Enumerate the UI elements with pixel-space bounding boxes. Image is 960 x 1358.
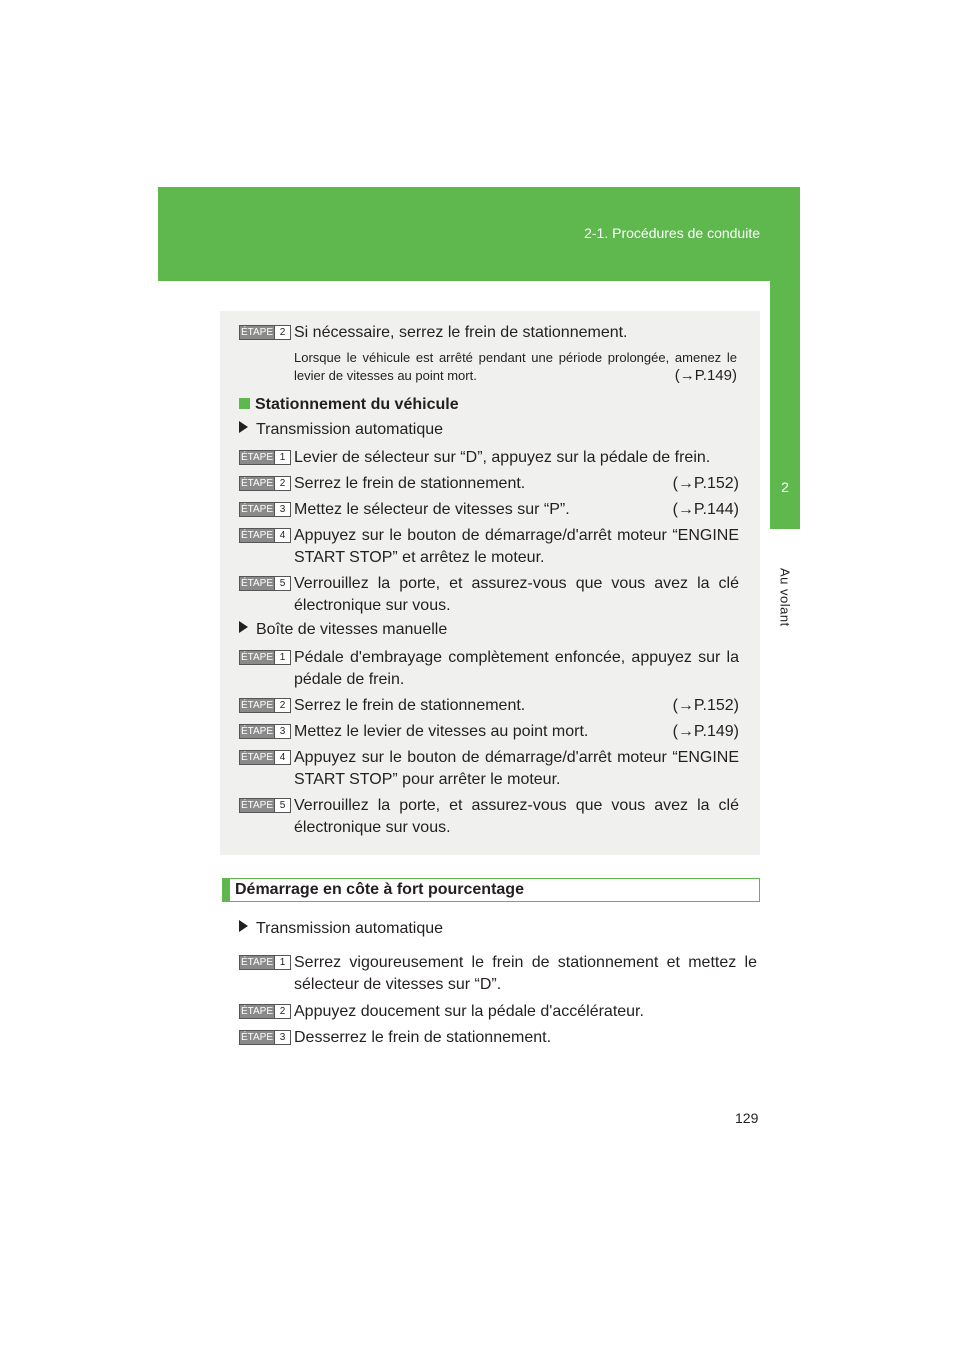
step-badge: ÉTAPE 3 bbox=[239, 502, 291, 517]
step-badge: ÉTAPE 4 bbox=[239, 528, 291, 543]
step-item bbox=[239, 1001, 757, 1023]
step-text: Appuyez doucement sur la pédale d'accélérateur. bbox=[294, 1003, 644, 1020]
step-text: Si nécessaire, serrez le frein de stationnement. bbox=[294, 324, 628, 341]
step-badge: ÉTAPE 1 bbox=[239, 650, 291, 665]
step-badge: ÉTAPE 3 bbox=[239, 1030, 291, 1045]
step-text: (→P.152) Serrez le frein de stationnement. bbox=[294, 695, 739, 717]
step-text: Levier de sélecteur sur “D”, appuyez sur la pédale de frein. bbox=[294, 449, 711, 466]
step-item bbox=[239, 573, 739, 617]
step-badge: ÉTAPE 4 bbox=[239, 750, 291, 765]
step-text: (→P.149) Mettez le levier de vitesses au point mort. bbox=[294, 721, 739, 743]
step-badge: ÉTAPE 2 bbox=[239, 1004, 291, 1019]
page-reference: (→P.149) bbox=[674, 367, 737, 384]
triangle-arrow-icon bbox=[239, 421, 248, 433]
triangle-arrow-icon bbox=[239, 621, 248, 633]
step-badge: ÉTAPE 1 bbox=[239, 955, 291, 970]
page-reference: (→P.144) bbox=[672, 501, 739, 518]
step-item bbox=[239, 499, 739, 521]
page-reference: (→P.152) bbox=[672, 697, 739, 714]
chapter-number: 2 bbox=[781, 479, 789, 495]
step-item bbox=[239, 322, 739, 344]
chapter-header bbox=[158, 187, 800, 281]
square-bullet-icon bbox=[239, 398, 250, 409]
page-reference: (→P.152) bbox=[672, 475, 739, 492]
hill-start-heading: Démarrage en côte à fort pourcentage bbox=[222, 878, 760, 902]
chapter-title: 2-1. Procédures de conduite bbox=[584, 225, 760, 241]
chapter-tab bbox=[770, 187, 800, 529]
step-item bbox=[239, 695, 739, 717]
step-badge: ÉTAPE 3 bbox=[239, 724, 291, 739]
step-item bbox=[239, 747, 739, 791]
step-badge: ÉTAPE 5 bbox=[239, 798, 291, 813]
sub-heading-hill-automatic: Transmission automatique bbox=[239, 920, 443, 938]
step-item bbox=[239, 952, 757, 996]
step-badge: ÉTAPE 5 bbox=[239, 576, 291, 591]
step-item bbox=[239, 473, 739, 495]
chapter-label: Au volant bbox=[777, 568, 793, 627]
note-text: Lorsque le véhicule est arrêté pendant une période prolongée, amenez le levier de vitesses au point mort. (→P.149) bbox=[294, 350, 737, 384]
triangle-arrow-icon bbox=[239, 920, 248, 932]
step-item bbox=[239, 447, 739, 469]
step-badge: ÉTAPE 2 bbox=[239, 698, 291, 713]
page-reference: (→P.149) bbox=[672, 723, 739, 740]
step-text: Serrez vigoureusement le frein de stationnement et mettez le sélecteur de vitesses sur “D”. bbox=[294, 954, 757, 993]
step-item bbox=[239, 525, 739, 569]
sub-heading-automatic: Transmission automatique bbox=[239, 421, 443, 439]
step-item bbox=[239, 721, 739, 743]
page-number: 129 bbox=[735, 1110, 759, 1126]
step-badge: ÉTAPE 1 bbox=[239, 450, 291, 465]
section-title: Stationnement du véhicule bbox=[239, 396, 459, 414]
step-text: Appuyez sur le bouton de démarrage/d'arrêt moteur “ENGINE START STOP” pour arrêter le moteur. bbox=[294, 749, 739, 788]
step-badge: ÉTAPE 2 bbox=[239, 476, 291, 491]
sub-heading-manual: Boîte de vitesses manuelle bbox=[239, 621, 447, 639]
step-text: (→P.152) Serrez le frein de stationnement. bbox=[294, 473, 739, 495]
step-item bbox=[239, 795, 739, 839]
step-text: (→P.144) Mettez le sélecteur de vitesses sur “P”. bbox=[294, 499, 739, 521]
step-text: Verrouillez la porte, et assurez-vous que vous avez la clé électronique sur vous. bbox=[294, 797, 739, 836]
step-item bbox=[239, 647, 739, 691]
step-item bbox=[239, 1027, 757, 1049]
step-text: Verrouillez la porte, et assurez-vous que vous avez la clé électronique sur vous. bbox=[294, 575, 739, 614]
step-badge: ÉTAPE 2 bbox=[239, 325, 291, 340]
step-text: Pédale d'embrayage complètement enfoncée, appuyez sur la pédale de frein. bbox=[294, 649, 739, 688]
step-text: Desserrez le frein de stationnement. bbox=[294, 1029, 552, 1046]
step-text: Appuyez sur le bouton de démarrage/d'arrêt moteur “ENGINE START STOP” et arrêtez le moteur. bbox=[294, 527, 739, 566]
